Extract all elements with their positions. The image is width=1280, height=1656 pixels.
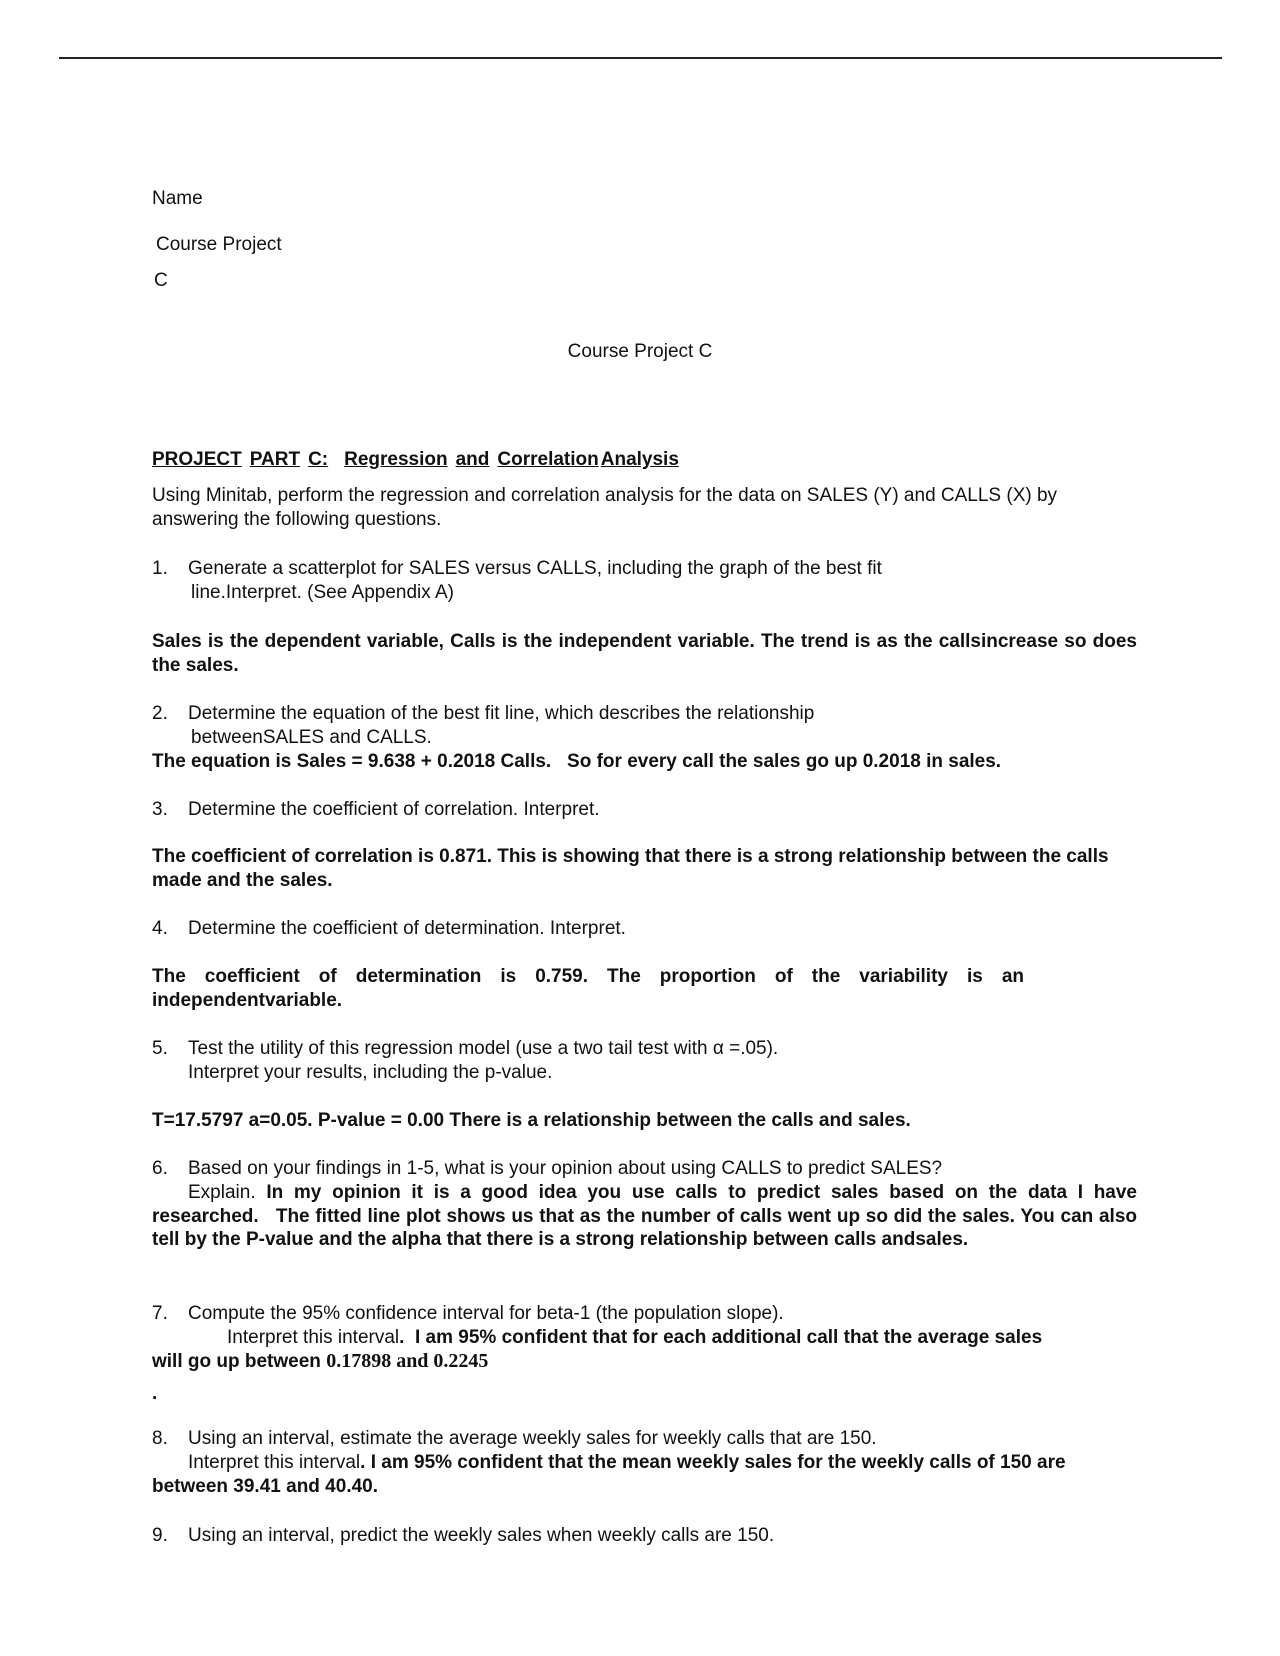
question-number: 8. [152,1428,168,1449]
question-text: Test the utility of this regression model (use a two tail test with α =.05). [188,1038,779,1059]
question-1 [152,557,1137,604]
title-word: and [455,449,490,470]
question-text: Determine the coefficient of correlation. Interpret. [188,799,600,820]
question-text: Generate a scatterplot for SALES versus CALLS, including the graph of the best fit [188,558,882,579]
question-number: 2. [152,703,168,724]
answer-3: The coefficient of correlation is 0.871. This is showing that there is a strong relationship between the calls made and the sales. [152,846,1109,891]
answer-7-trailing: . [152,1383,158,1404]
question-text: Using an interval, predict the weekly sales when weekly calls are 150. [188,1525,775,1546]
question-number: 6. [152,1158,168,1179]
question-number: 9. [152,1525,168,1546]
title-word: PROJECT [152,449,242,470]
question-4 [152,917,1137,941]
question-7 [152,1302,1137,1326]
question-number: 7. [152,1303,168,1324]
question-number: 5. [152,1038,168,1059]
top-rule [59,57,1222,59]
question-text: Determine the coefficient of determination. Interpret. [188,918,626,939]
question-text-cont: Interpret your results, including the p-value. [188,1061,553,1083]
page-title: Course Project C [567,341,713,362]
question-2 [152,702,1137,749]
course-project-label: Course Project [156,234,282,255]
answer-text: In my opinion it is a good idea you use calls to predict sales based on the data I have researched. The fitted line plot shows us that as the number of calls went up so did the sales. You can also tell by the P-value and the alpha that there is a strong relationship between calls andsales. [152,1182,1143,1250]
question-number: 4. [152,918,168,939]
question-5 [152,1037,1137,1084]
question-8 [152,1427,1137,1451]
title-word: Correlation [497,449,599,470]
intro-paragraph: Using Minitab, perform the regression and correlation analysis for the data on SALES (Y) and CALLS (X) by answering the following questions. [152,485,1058,530]
answer-text: . I am 95% confident that for each additional call that the average sales [399,1327,1043,1348]
answer-text-cont: will go up between [152,1350,321,1372]
title-word: C: [308,449,329,470]
answer-7 [152,1326,1137,1373]
answer-prefix: Explain. [188,1182,256,1203]
answer-6 [152,1181,1143,1252]
course-project-letter: C [154,270,168,291]
question-number: 3. [152,799,168,820]
title-word: Regression [344,449,448,470]
question-text: Determine the equation of the best fit line, which describes the relationship [188,703,815,724]
question-text: Compute the 95% confidence interval for beta-1 (the population slope). [188,1303,784,1324]
answer-text: . I am 95% confident that the mean weekly sales for the weekly calls of 150 are between 39.41 and 40.40. [152,1452,1066,1497]
name-label: Name [152,188,203,209]
answer-2: The equation is Sales = 9.638 + 0.2018 Calls. So for every call the sales go up 0.2018 in sales. [152,751,1002,772]
question-6 [152,1157,1137,1181]
question-3 [152,798,1137,822]
answer-prefix: Interpret this interval [188,1452,361,1473]
question-text: Based on your findings in 1-5, what is your opinion about using CALLS to predict SALES? [188,1158,943,1179]
question-text-cont: betweenSALES and CALLS. [191,726,432,748]
answer-interval: 0.17898 and 0.2245 [326,1349,489,1372]
question-9 [152,1524,1137,1548]
answer-4: The coefficient of determination is 0.759. The proportion of the variability is an independentvariable. [152,966,1024,1011]
question-text-cont: line.Interpret. (See Appendix A) [191,581,454,603]
question-text: Using an interval, estimate the average weekly sales for weekly calls that are 150. [188,1428,877,1449]
answer-8 [152,1451,1137,1498]
answer-5: T=17.5797 a=0.05. P-value = 0.00 There is a relationship between the calls and sales. [152,1110,911,1131]
question-number: 1. [152,558,168,579]
section-title [152,448,679,471]
answer-1: Sales is the dependent variable, Calls is the independent variable. The trend is as the callsincrease so does the sales. [152,631,1137,676]
title-word: PART [249,449,301,470]
answer-prefix: Interpret this interval [227,1327,400,1348]
title-word: Analysis [600,449,679,470]
